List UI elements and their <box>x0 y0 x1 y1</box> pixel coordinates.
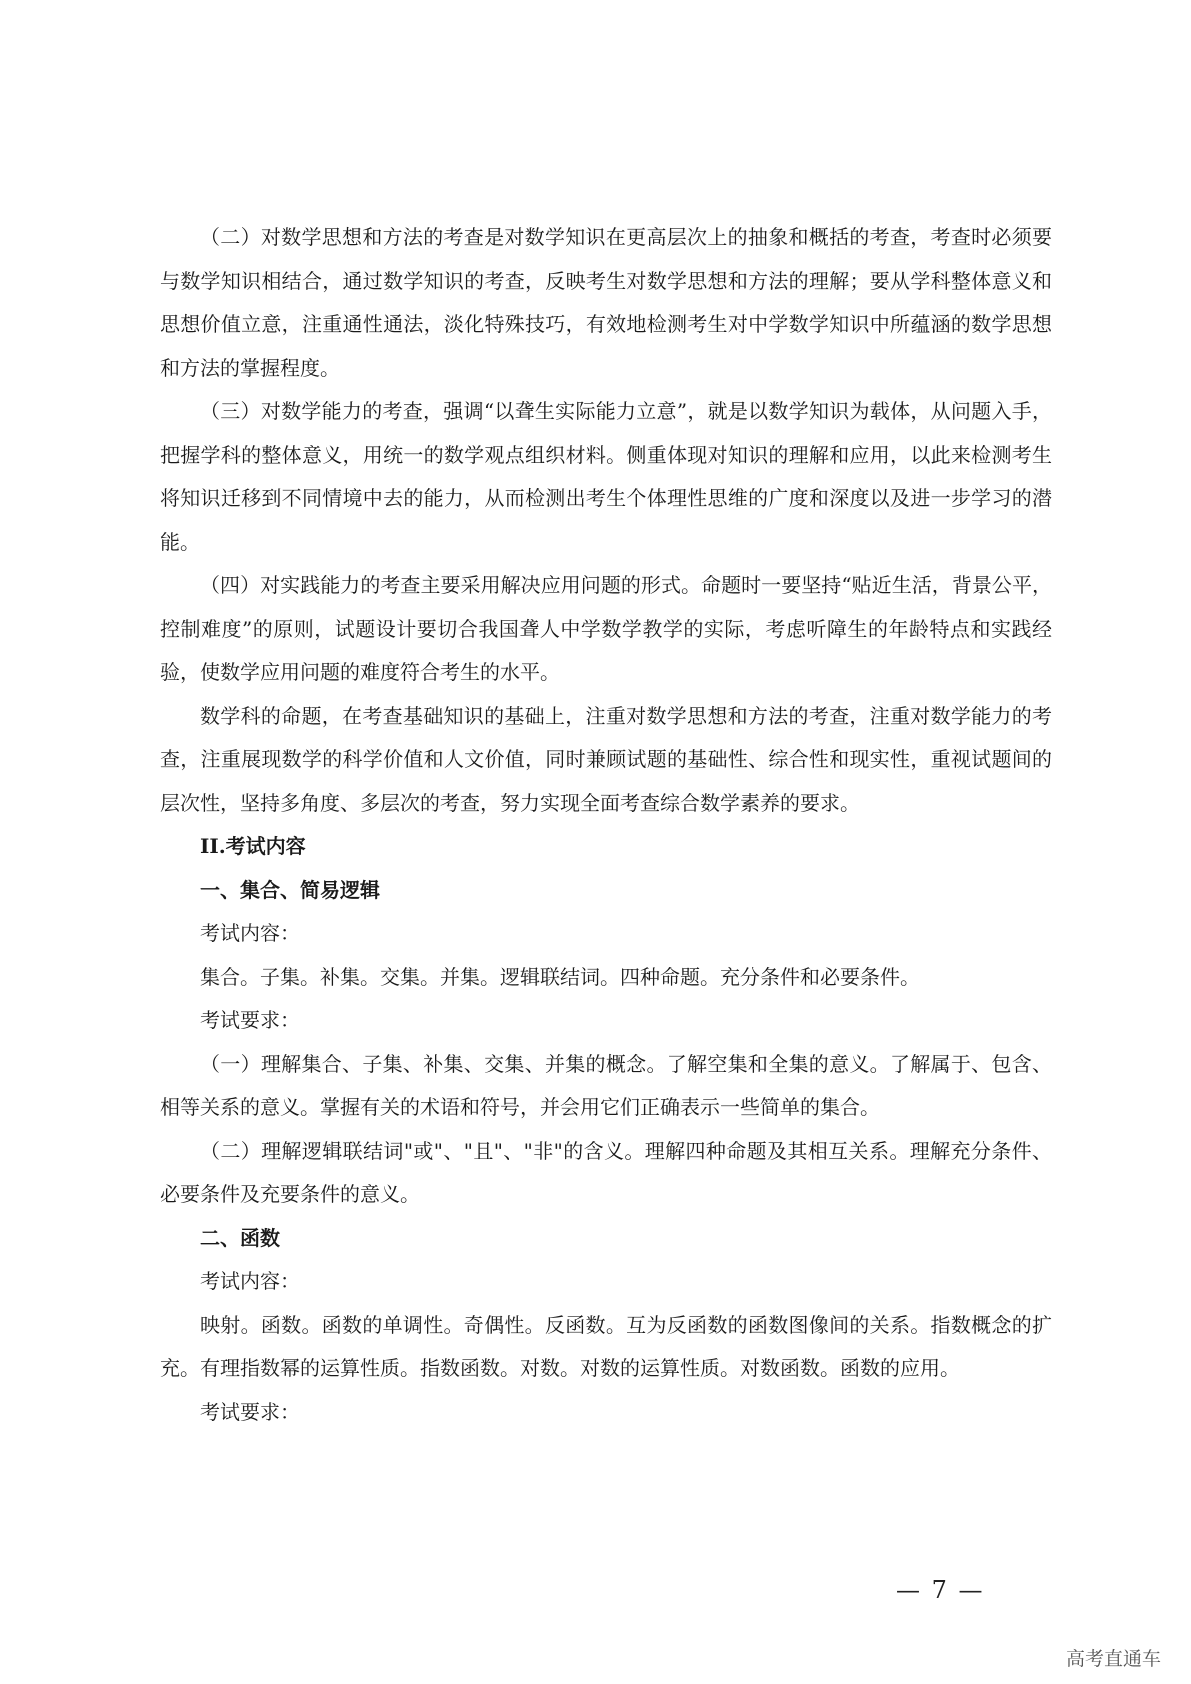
part1-title: 一、集合、简易逻辑 <box>200 877 380 902</box>
document-body <box>160 216 1052 1434</box>
paragraph-thinking-methods: （二）对数学思想和方法的考查是对数学知识在更高层次上的抽象和概括的考查，考查时必须要与数学知识相结合，通过数学知识的考查，反映考生对数学思想和方法的理解；要从学科整体意义和思想价值立意，注重通性通法，淡化特殊技巧，有效地检测考生对中学数学知识中所蕴涵的数学思想和方法的掌握程度。 <box>160 225 1052 380</box>
part2-title: 二、函数 <box>200 1225 280 1250</box>
section-title: II.考试内容 <box>200 834 306 858</box>
part2-content: 映射。函数。函数的单调性。奇偶性。反函数。互为反函数的函数图像间的关系。指数概念的扩充。有理指数幂的运算性质。指数函数。对数。对数的运算性质。对数函数。函数的应用。 <box>160 1312 1052 1380</box>
part2-req-label: 考试要求： <box>200 1399 300 1424</box>
part1-req-label: 考试要求： <box>200 1008 300 1032</box>
paragraph-summary: 数学科的命题，在考查基础知识的基础上，注重对数学思想和方法的考查，注重对数学能力的考查，注重展现数学的科学价值和人文价值，同时兼顾试题的基础性、综合性和现实性，重视试题间的层次性，坚持多角度、多层次的考查，努力实现全面考查综合数学素养的要求。 <box>160 703 1052 815</box>
watermark: 高考直通车 <box>1065 1648 1161 1670</box>
part2-content-label: 考试内容： <box>200 1269 300 1293</box>
part1-req2: （二）理解逻辑联结词"或"、"且"、"非"的含义。理解四种命题及其相互关系。理解充分条件、必要条件及充要条件的意义。 <box>160 1138 1052 1206</box>
part1-req1: （一）理解集合、子集、补集、交集、并集的概念。了解空集和全集的意义。了解属于、包含、相等关系的意义。掌握有关的术语和符号，并会用它们正确表示一些简单的集合。 <box>160 1051 1052 1119</box>
paragraph-math-ability: （三）对数学能力的考查，强调“以聋生实际能力立意”，就是以数学知识为载体，从问题入手，把握学科的整体意义，用统一的数学观点组织材料。侧重体现对知识的理解和应用，以此来检测考生将知识迁移到不同情境中去的能力，从而检测出考生个体理性思维的广度和深度以及进一步学习的潜能。 <box>160 399 1052 554</box>
part1-content: 集合。子集。补集。交集。并集。逻辑联结词。四种命题。充分条件和必要条件。 <box>200 964 920 989</box>
page-number: — 7 — <box>896 1576 985 1604</box>
part1-content-label: 考试内容： <box>200 921 300 945</box>
paragraph-practice-ability: （四）对实践能力的考查主要采用解决应用问题的形式。命题时一要坚持“贴近生活，背景公平，控制难度”的原则，试题设计要切合我国聋人中学数学教学的实际，考虑听障生的年龄特点和实践经验，使数学应用问题的难度符合考生的水平。 <box>160 573 1052 684</box>
